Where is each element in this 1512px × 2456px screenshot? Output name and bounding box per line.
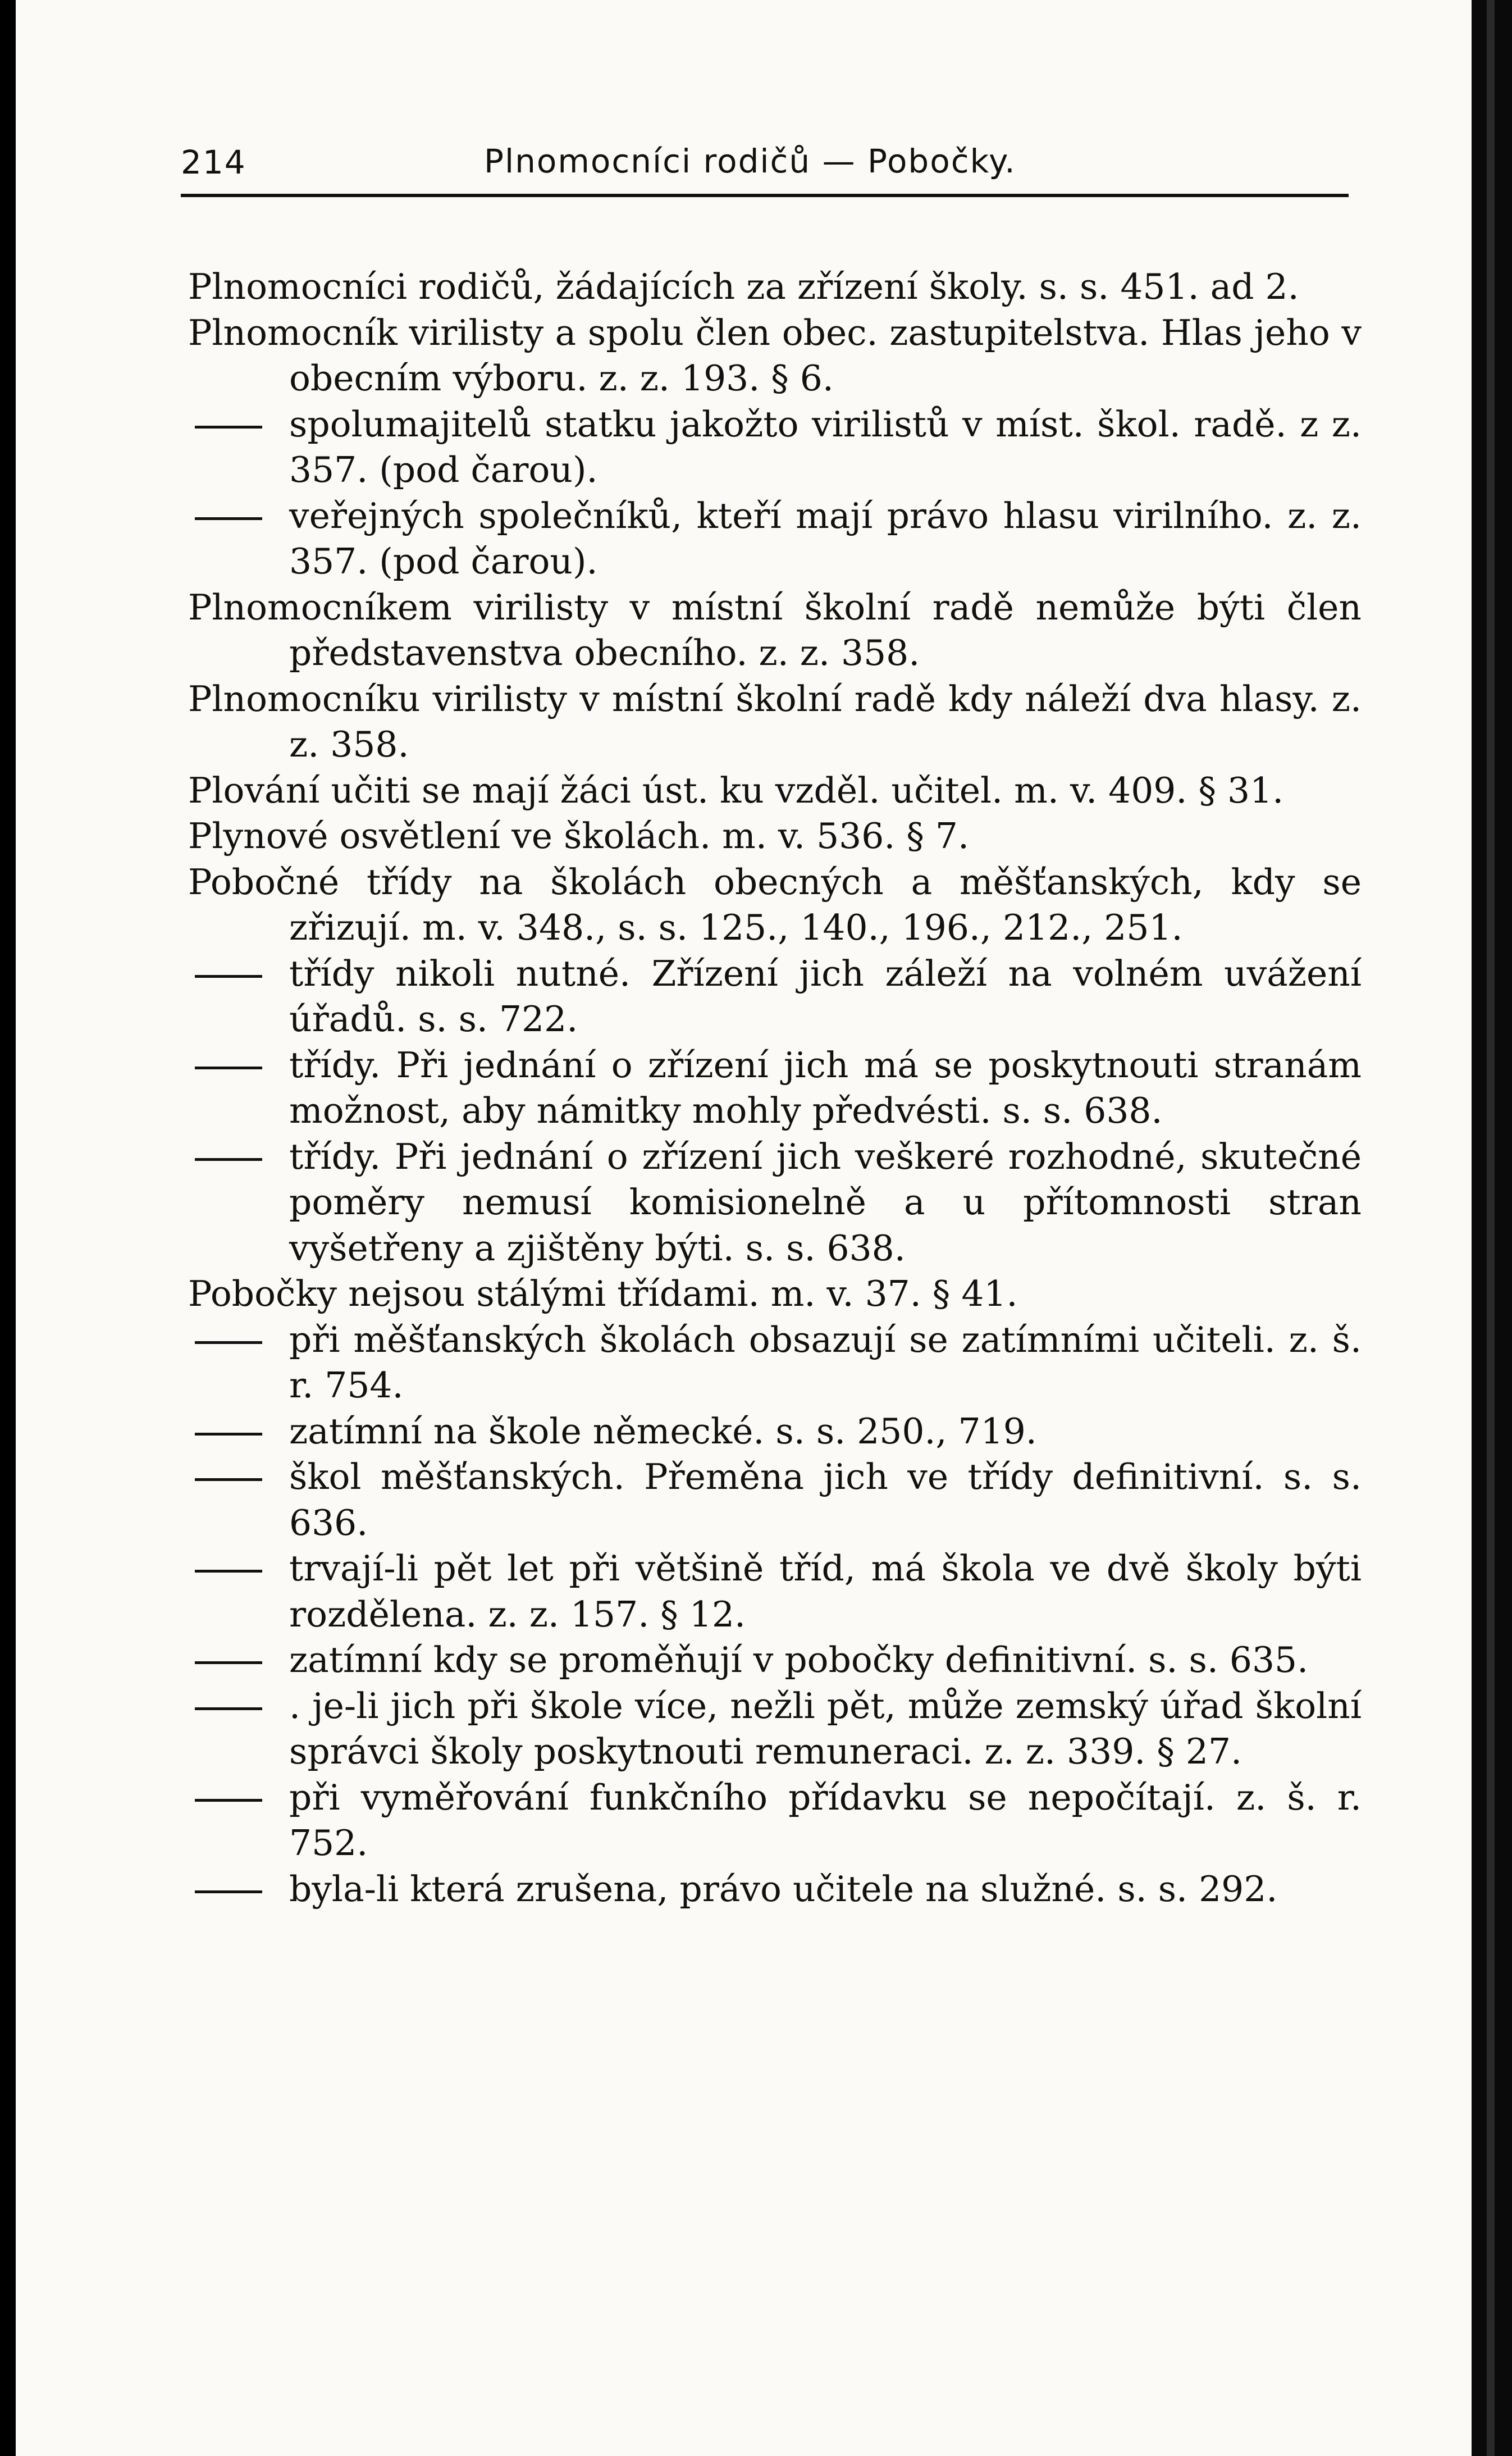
index-subentry [188,402,1362,493]
index-entry [188,813,1362,859]
entry-text: Pobočné třídy na školách obecných a měšťanských, kdy se zřizují. m. v. 348., s. s. 125., 140., 196., 212., 251. [188,861,1362,948]
dash-mark [188,1637,289,1683]
index-entry [188,585,1362,676]
dash-mark [188,1866,289,1912]
dash-mark [188,1546,289,1592]
index-entry [188,1271,1362,1317]
entry-text: Pobočky nejsou stálými třídami. m. v. 37. § 41. [188,1273,1018,1314]
index-subentry [188,1775,1362,1866]
dash-mark [188,1042,289,1088]
index-subentry [188,1454,1362,1546]
page-header [181,138,1349,188]
dash-mark [188,493,289,539]
dash-mark [188,1409,289,1455]
entry-text: zatímní kdy se proměňují v pobočky definitivní. s. s. 635. [289,1639,1309,1680]
index-subentry [188,1409,1362,1455]
index-subentry [188,951,1362,1042]
entry-text: škol měšťanských. Přeměna jich ve třídy definitivní. s. s. 636. [289,1456,1362,1543]
page-number: 214 [181,143,246,181]
index-entry [188,676,1362,768]
entry-text: třídy. Při jednání o zřízení jich veškeré rozhodné, skutečné poměry nemusí komisionelně a u přítomnosti stran vyšetřeny a zjištěny býti. s. s. 638. [289,1136,1362,1269]
entry-text: při měšťanských školách obsazují se zatímními učiteli. z. š. r. 754. [289,1319,1362,1406]
entry-text: Plnomocníkem virilisty v místní školní radě nemůže býti člen představenstva obecního. z. z. 358. [188,586,1362,673]
dash-mark [188,1683,289,1729]
index-subentry [188,1637,1362,1683]
entry-text: Plnomocníku virilisty v místní školní radě kdy náleží dva hlasy. z. z. 358. [188,678,1362,765]
entry-text: trvají-li pět let při většině tříd, má škola ve dvě školy býti rozdělena. z. z. 157. § 12. [289,1548,1362,1635]
index-subentry [188,1866,1362,1912]
dash-mark [188,1775,289,1821]
index-subentry [188,1317,1362,1409]
index-entry [188,264,1362,310]
dash-mark [188,1317,289,1363]
running-title: Plnomocníci rodičů — Pobočky. [484,142,1016,180]
entry-text: Plnomocník virilisty a spolu člen obec. zastupitelstva. Hlas jeho v obecním výboru. z. z. 193. § 6. [188,312,1362,399]
entry-text: třídy nikoli nutné. Zřízení jich záleží na volném uvážení úřadů. s. s. 722. [289,953,1362,1040]
dash-mark [188,1454,289,1500]
entry-text: zatímní na škole německé. s. s. 250., 719. [289,1410,1037,1452]
entry-text: byla-li která zrušena, právo učitele na služné. s. s. 292. [289,1868,1278,1910]
entry-text: veřejných společníků, kteří mají právo hlasu virilního. z. z. 357. (pod čarou). [289,495,1362,582]
dash-mark [188,402,289,448]
entry-text: při vyměřování funkčního přídavku se nepočítají. z. š. r. 752. [289,1776,1362,1863]
entry-text: Plnomocníci rodičů, žádajících za zřízení školy. s. s. 451. ad 2. [188,266,1299,307]
index-subentry [188,1042,1362,1134]
index-subentry [188,1546,1362,1637]
index-subentry [188,493,1362,585]
page-edge-stripe [1487,0,1495,2456]
index-entries [188,264,1362,1912]
entry-text: . je-li jich při škole více, nežli pět, může zemský úřad školní správci školy poskytnouti remuneraci. z. z. 339. § 27. [289,1685,1362,1772]
index-subentry [188,1683,1362,1775]
index-entry [188,310,1362,402]
index-entry [188,859,1362,951]
index-entry [188,768,1362,814]
dash-mark [188,1134,289,1180]
entry-text: spolumajitelů statku jakožto virilistů v míst. škol. radě. z z. 357. (pod čarou). [289,403,1362,490]
entry-text: Plynové osvětlení ve školách. m. v. 536. § 7. [188,815,970,856]
index-subentry [188,1134,1362,1272]
dash-mark [188,951,289,997]
header-rule [181,194,1349,197]
entry-text: Plování učiti se mají žáci úst. ku vzděl. učitel. m. v. 409. § 31. [188,769,1284,811]
entry-text: třídy. Při jednání o zřízení jich má se poskytnouti stranám možnost, aby námitky mohly předvésti. s. s. 638. [289,1044,1362,1131]
